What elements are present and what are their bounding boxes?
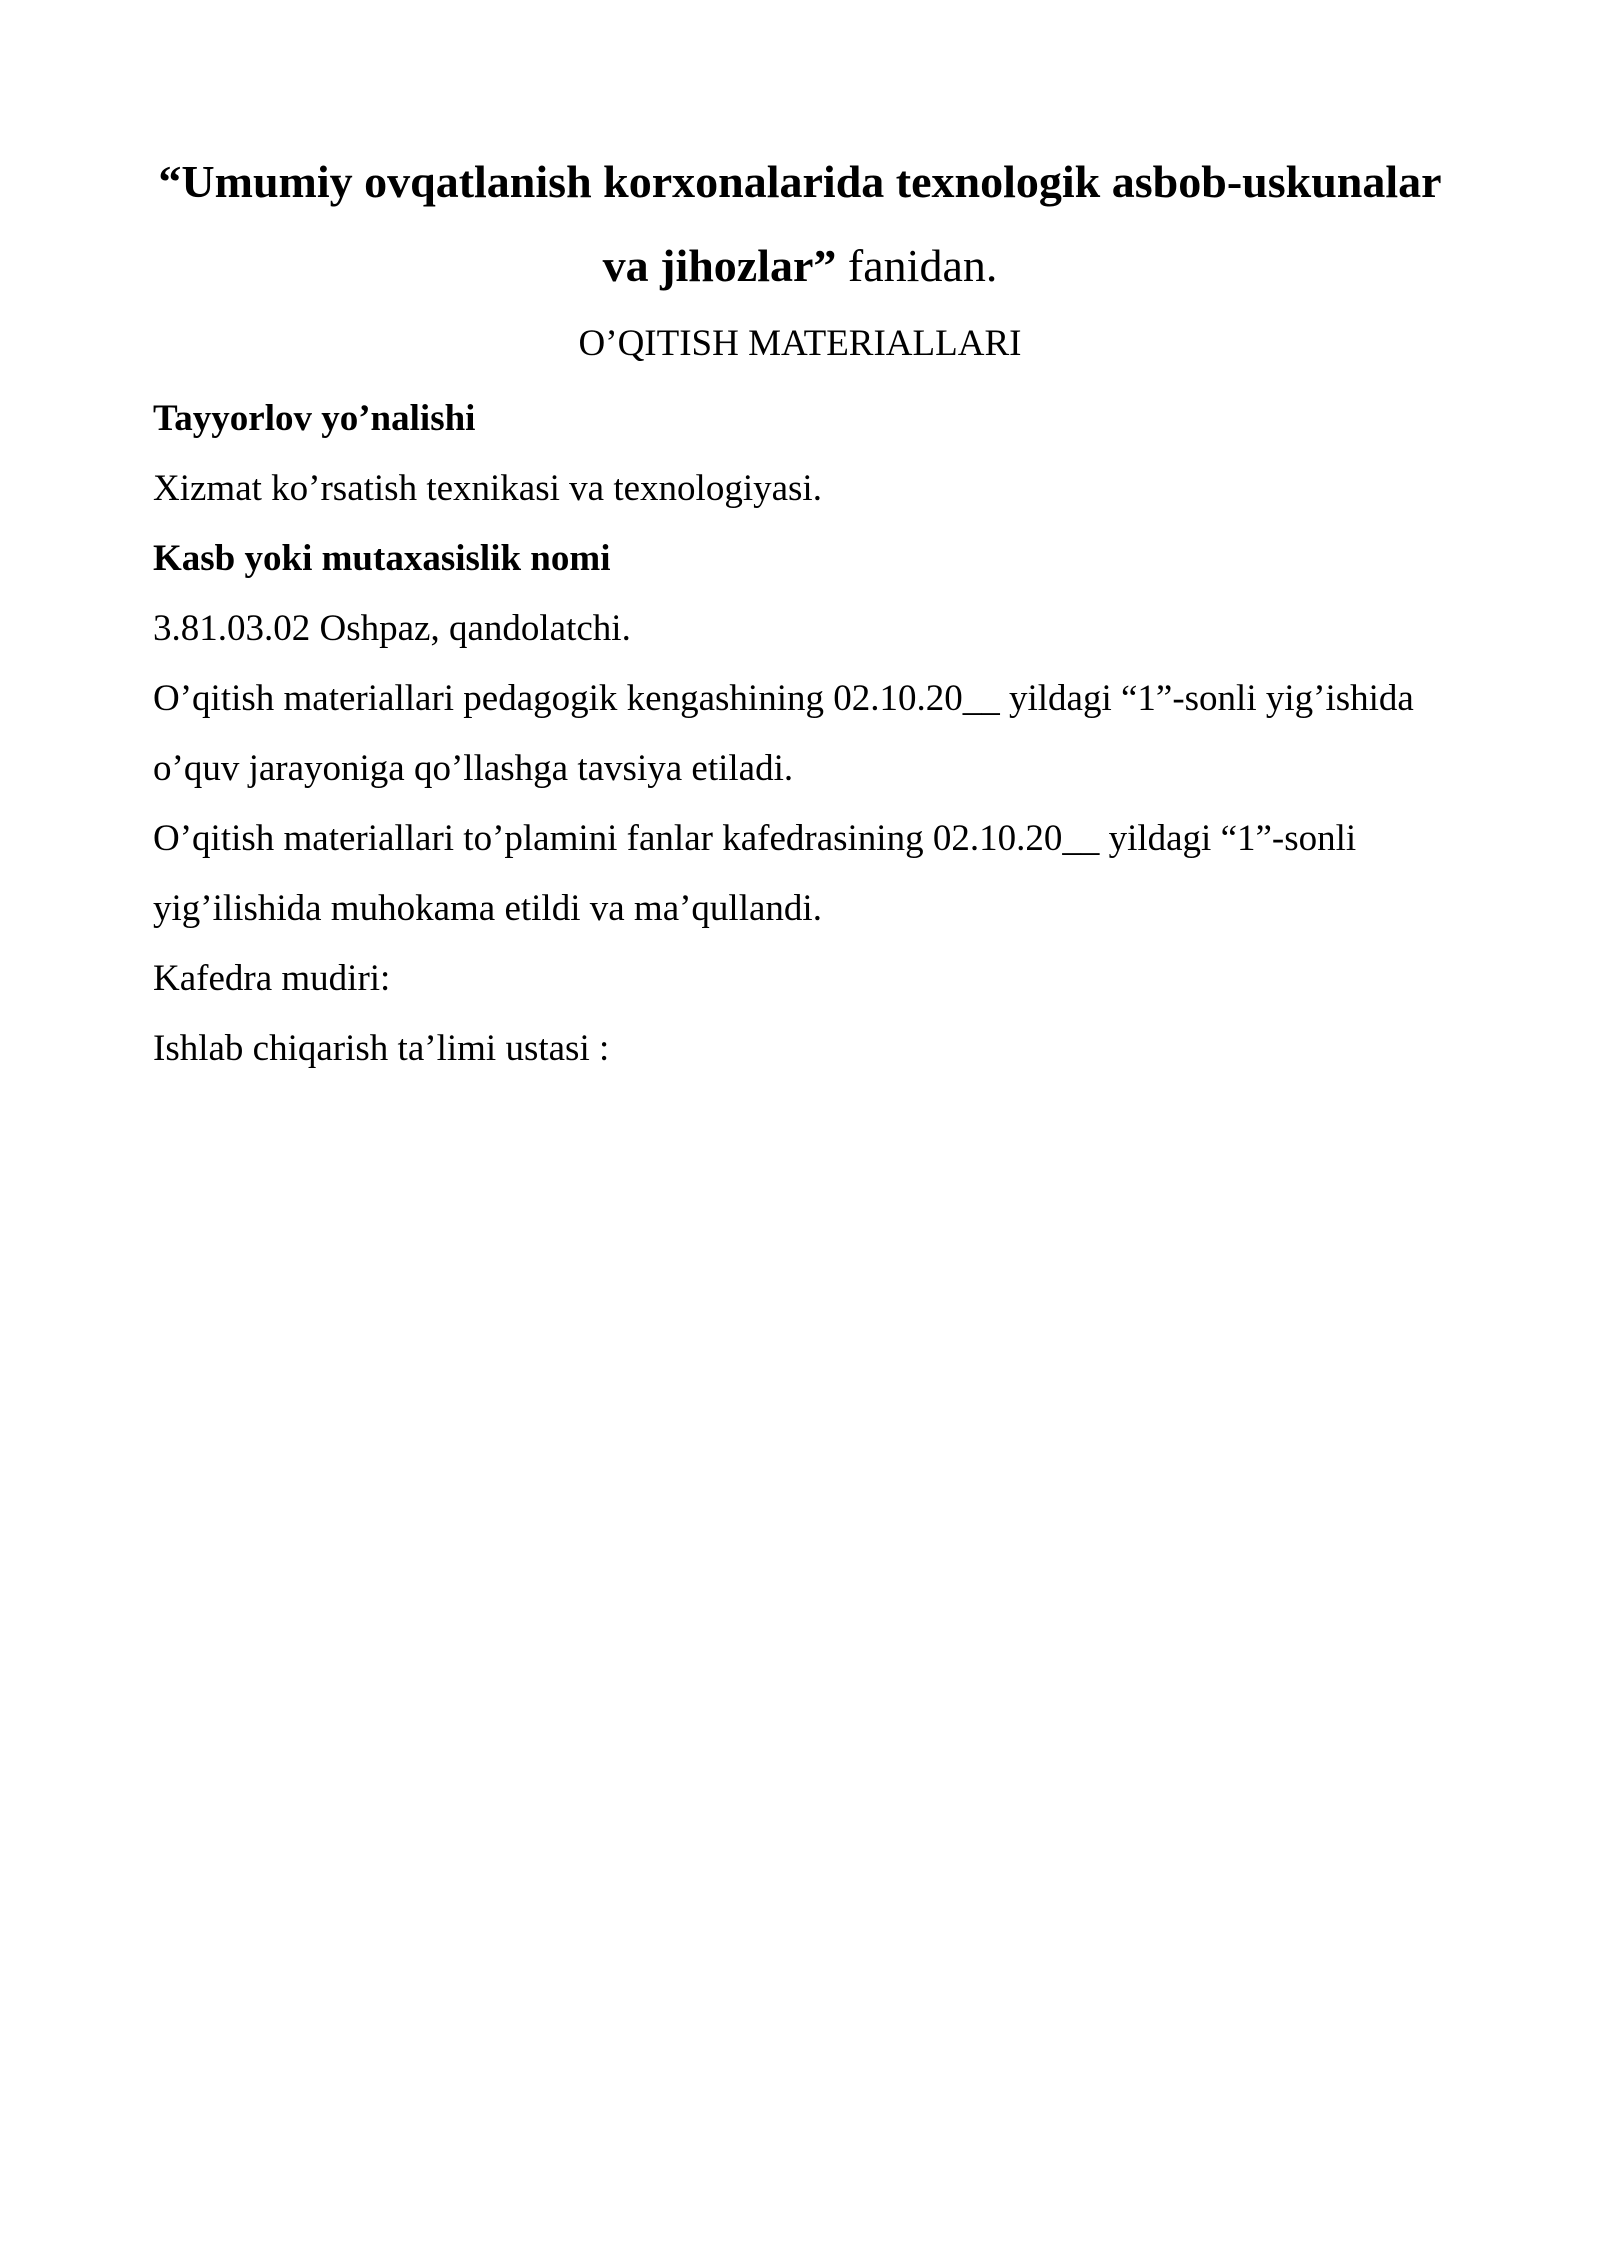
council-paragraph: O’qitish materiallari pedagogik kengashining 02.10.20__ yildagi “1”-sonli yig’ishida o’quv jarayoniga qo’llashga tavsiya etiladi. bbox=[153, 678, 1414, 789]
department-paragraph: O’qitish materiallari to’plamini fanlar kafedrasining 02.10.20__ yildagi “1”-sonli yig’ilishida muhokama etildi va ma’qullandi. bbox=[153, 818, 1357, 929]
profession-value: 3.81.03.02 Oshpaz, qandolatchi. bbox=[153, 608, 631, 649]
head-of-department-label: Kafedra mudiri: bbox=[153, 958, 391, 999]
document-title-suffix: fanidan. bbox=[836, 240, 998, 291]
document-subtitle: O’QITISH MATERIALLARI bbox=[578, 323, 1022, 364]
direction-value: Xizmat ko’rsatish texnikasi va texnologiyasi. bbox=[153, 468, 822, 509]
production-master-label: Ishlab chiqarish ta’limi ustasi : bbox=[153, 1028, 610, 1069]
profession-heading: Kasb yoki mutaxasislik nomi bbox=[153, 538, 611, 579]
document-body bbox=[153, 384, 1453, 1084]
document-title-subject: “Umumiy ovqatlanish korxonalarida texnologik asbob-uskunalar va jihozlar” bbox=[158, 156, 1442, 291]
document-title bbox=[150, 140, 1450, 308]
direction-heading: Tayyorlov yo’nalishi bbox=[153, 398, 476, 439]
